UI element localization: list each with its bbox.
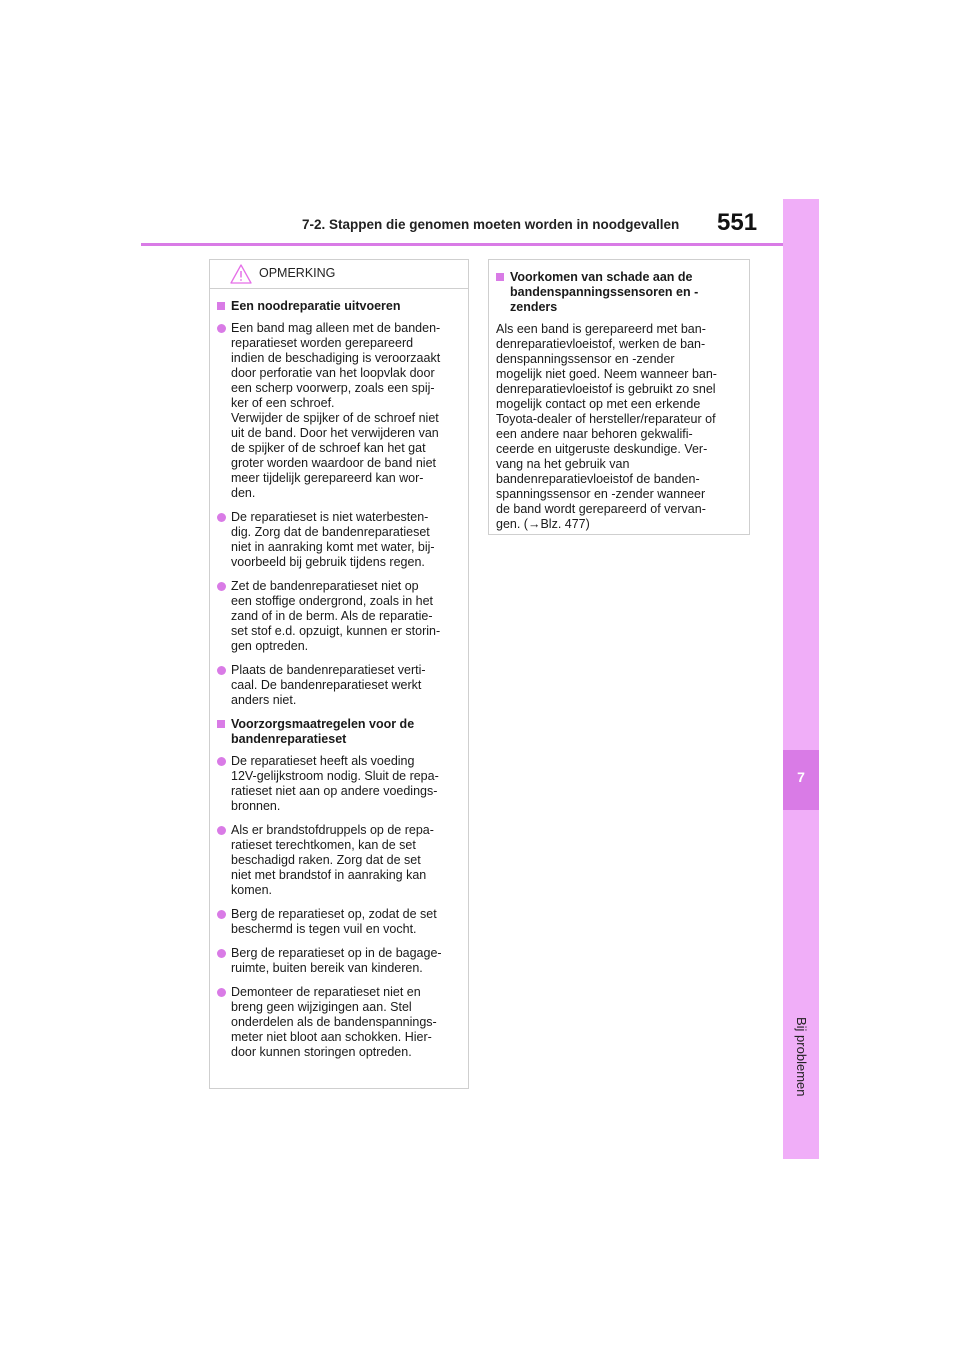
notice-content [210,289,468,1060]
round-bullet-icon [217,988,226,997]
round-bullet-icon [217,826,226,835]
section-title: 7-2. Stappen die genomen moeten worden in noodgevallen [302,217,680,232]
section-heading: Voorzorgsmaatregelen voor de bandenreparatieset [217,717,463,747]
list-item: De reparatieset is niet waterbesten- dig. Zorg dat de bandenreparatieset niet in aanraking komt met water, bij- voorbeeld bij gebruik tijdens regen. [217,510,463,570]
section-heading: Een noodreparatie uitvoeren [217,299,463,314]
page-number: 551 [717,209,758,236]
sensor-info-box [488,259,750,535]
chapter-number: 7 [797,769,805,785]
round-bullet-icon [217,513,226,522]
notice-box [209,259,469,1089]
square-bullet-icon [217,302,225,310]
square-bullet-icon [217,720,225,728]
list-item: De reparatieset heeft als voeding 12V-gelijkstroom nodig. Sluit de repa- ratieset niet aan op andere voedings- bronnen. [217,754,463,814]
round-bullet-icon [217,324,226,333]
round-bullet-icon [217,582,226,591]
notice-header [210,260,468,289]
round-bullet-icon [217,757,226,766]
list-item: Demonteer de reparatieset niet en breng geen wijzigingen aan. Stel onderdelen als de bandenspannings- meter niet bloot aan schokken. Hier- door kunnen storingen optreden. [217,985,463,1060]
list-item: Zet de bandenreparatieset niet op een stoffige ondergrond, zoals in het zand of in de berm. Als de reparatie- set stof e.d. opzuigt, kunnen er storin- gen optreden. [217,579,463,654]
round-bullet-icon [217,910,226,919]
chapter-side-tab [783,199,819,1159]
list-item: Berg de reparatieset op, zodat de set beschermd is tegen vuil en vocht. [217,907,463,937]
round-bullet-icon [217,666,226,675]
warning-triangle-icon [230,264,252,284]
list-item: Berg de reparatieset op in de bagage- ruimte, buiten bereik van kinderen. [217,946,463,976]
section-heading: Voorkomen van schade aan de bandenspanningssensoren en - zenders [496,270,744,315]
list-item: Een band mag alleen met de banden- reparatieset worden gerepareerd indien de beschadiging is veroorzaakt door perforatie van het loopvlak door een scherp voorwerp, zoals een spij- ker of een schroef. Verwijder de spijker of de schroef niet uit de band. Door het verwijderen van de spijker of de schroef kan het gat groter worden waardoor de band niet meer tijdelijk gerepareerd kan wor- den. [217,321,463,501]
list-item: Als er brandstofdruppels op de repa- ratieset terechtkomen, kan de set beschadigd raken. Zorg dat de set niet met brandstof in aanraking kan komen. [217,823,463,898]
notice-label: OPMERKING [259,266,336,280]
square-bullet-icon [496,273,504,281]
header-rule [141,243,783,246]
list-item: Plaats de bandenreparatieset verti- caal. De bandenreparatieset werkt anders niet. [217,663,463,708]
sensor-paragraph: Als een band is gerepareerd met ban- denreparatievloeistof, werken de ban- denspanningssensor en -zender mogelijk niet goed. Neem wanneer ban- denreparatievloeistof is gebruikt zo snel mogelijk contact op met een erkende Toyota-dealer of hersteller/reparateur of een andere naar behoren gekwalifi- ceerde en uitgeruste deskundige. Ver- vang na het gebruik van bandenreparatievloeistof de banden- spanningssensor en -zender wanneer de band wordt gerepareerd of vervan- gen. (→Blz. 477) [496,322,717,531]
round-bullet-icon [217,949,226,958]
chapter-name: Bij problemen [794,1017,809,1097]
